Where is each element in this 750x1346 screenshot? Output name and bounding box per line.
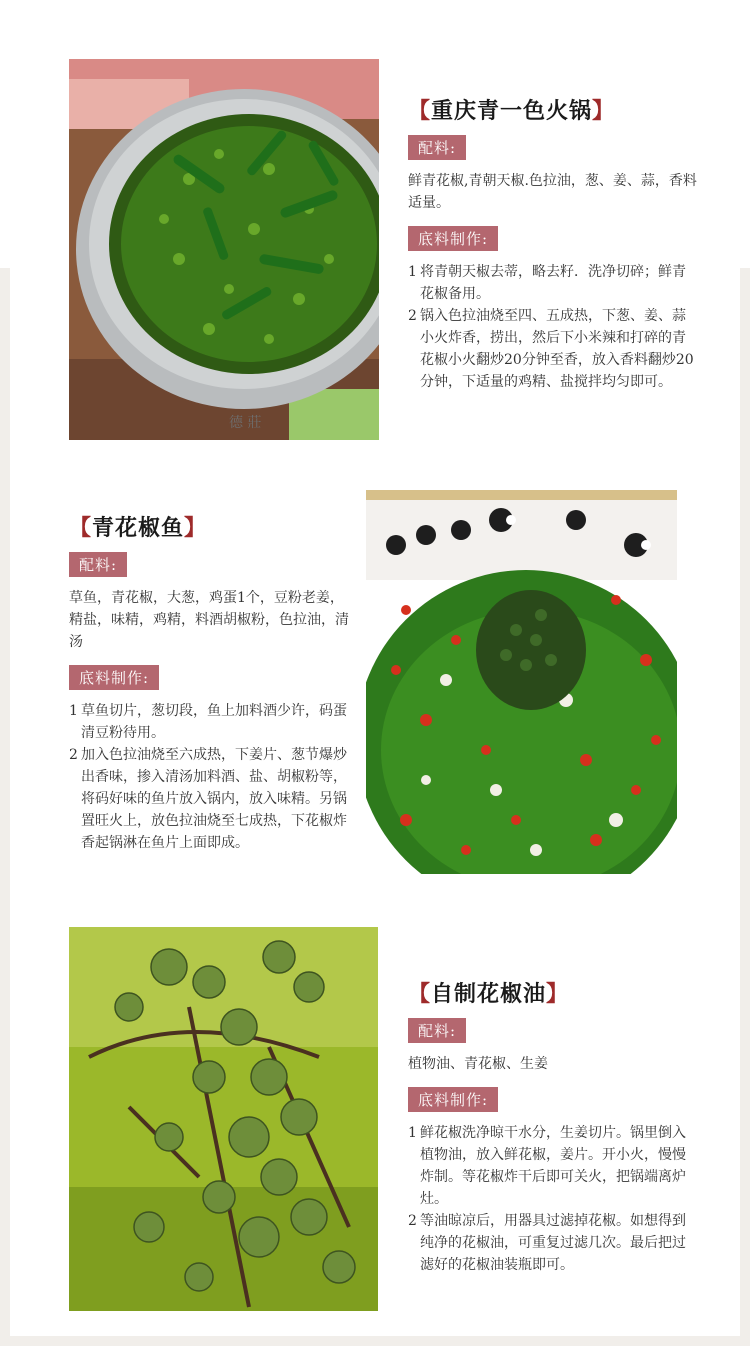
ingredients-tag: 配料:	[408, 135, 466, 160]
fish-bowl-photo	[366, 490, 677, 874]
ingredients-text: 植物油、青花椒、生姜	[408, 1056, 548, 1072]
method-tag: 底料制作:	[408, 1087, 498, 1112]
recipe-hotpot	[408, 94, 698, 393]
method-steps	[408, 1122, 698, 1276]
recipe-fish	[69, 511, 354, 854]
method-tag: 底料制作:	[408, 226, 498, 251]
method-steps	[408, 261, 698, 393]
ingredients-tag: 配料:	[408, 1018, 466, 1043]
method-step: 2 等油晾凉后，用器具过滤掉花椒。如想得到纯净的花椒油，可重复过滤几次。最后把过滤好的花椒油装瓶即可。	[408, 1213, 686, 1273]
bottom-page-border	[0, 1336, 750, 1346]
ingredients-text: 鲜青花椒,青朝天椒.色拉油，葱、姜、蒜，香料适量。	[408, 173, 697, 211]
left-page-border	[0, 268, 10, 1346]
method-steps	[69, 700, 354, 854]
right-page-border	[740, 268, 750, 1346]
method-step: 1 鲜花椒洗净晾干水分，生姜切片。锅里倒入植物油，放入鲜花椒，姜片。开小火，慢慢炸制。等花椒炸干后即可关火，把锅端离炉灶。	[408, 1125, 686, 1207]
ingredients-text: 草鱼，青花椒，大葱，鸡蛋1个，豆粉老姜，精盐，味精，鸡精，料酒胡椒粉，色拉油，清汤	[69, 590, 349, 650]
method-step: 1 将青朝天椒去蒂，略去籽．洗净切碎；鲜青花椒备用。	[408, 264, 686, 302]
hotpot-photo	[69, 59, 379, 440]
recipe-pepper-oil	[408, 977, 698, 1276]
pot-brand-mark: 德 莊	[229, 415, 262, 431]
recipe-title-text: 重庆青一色火锅	[431, 98, 593, 124]
peppercorn-oil-photo	[69, 927, 378, 1311]
recipe-title-text: 自制花椒油	[431, 981, 547, 1007]
ingredients-tag: 配料:	[69, 552, 127, 577]
recipe-title: 【自制花椒油】	[408, 981, 570, 1007]
recipe-title: 【青花椒鱼】	[69, 515, 208, 541]
method-step: 2 锅入色拉油烧至四、五成热，下葱、姜、蒜小火炸香，捞出，然后下小米辣和打碎的青花椒小火翻炒20分钟至香，放入香料翻炒20分钟，下适量的鸡精、盐搅拌均匀即可。	[408, 308, 694, 390]
method-tag: 底料制作:	[69, 665, 159, 690]
method-step: 2 加入色拉油烧至六成热，下姜片、葱节爆炒出香味，掺入清汤加料酒、盐、胡椒粉等，将码好味的鱼片放入锅内，放入味精。另锅置旺火上，放色拉油烧至七成热，下花椒炸香起锅淋在鱼片上面即成。	[69, 747, 347, 851]
recipe-title: 【重庆青一色火锅】	[408, 98, 616, 124]
recipe-title-text: 青花椒鱼	[92, 515, 185, 541]
method-step: 1 草鱼切片，葱切段，鱼上加料酒少许，码蛋清豆粉待用。	[69, 703, 347, 741]
